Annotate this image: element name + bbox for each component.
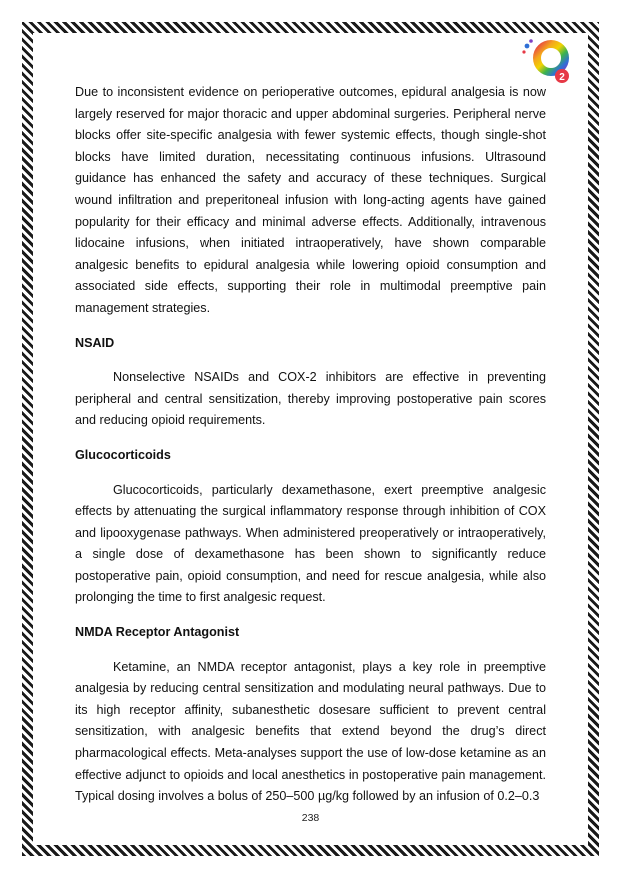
heading-nmda: NMDA Receptor Antagonist xyxy=(75,625,240,640)
paragraph-glucocorticoids: Glucocorticoids, particularly dexamethasone, exert preemptive analgesic effects by attenuating the surgical inflammatory response through inhibition of COX and lipooxygenase pathways. When administered preoperatively or intraoperatively, a single dose of dexamethasone has been shown to significantly reduce postoperative pain, opioid consumption, and need for rescue analgesia, while also prolonging the time to first analgesic request. xyxy=(75,482,546,605)
paragraph-intro: Due to inconsistent evidence on perioperative outcomes, epidural analgesia is now largely reserved for major thoracic and upper abdominal surgeries. Peripheral nerve blocks offer site-specific analgesia with fewer systemic effects, though single-shot blocks have limited duration, necessitating continuous infusions. Ultrasound guidance has enhanced the safety and accuracy of these techniques. Surgical wound infiltration and preperitoneal infusion with long-acting agents have gained popularity for their efficacy and minimal adverse effects. Additionally, intravenous lidocaine infusions, when initiated intraoperatively, have shown comparable analgesic benefits to epidural analgesia while lowering opioid consumption and associated side effects, supporting their role in multimodal preemptive pain management strategies. xyxy=(75,85,546,315)
o2-logo-icon xyxy=(520,36,580,88)
heading-nsaid: NSAID xyxy=(75,335,115,350)
paragraph-nmda: Ketamine, an NMDA receptor antagonist, plays a key role in preemptive analgesia by reducing central sensitization and modulating neural pathways. Due to its high receptor affinity, subanesthetic dosesare sufficient to prevent central sensitization, with analgesic benefits that extend beyond the drug’s direct pharmacological effects. Meta-analyses support the use of low-dose ketamine as an effective adjunct to opioids and local anesthetics in postoperative pain management. Typical dosing involves a bolus of 250–500 µg/kg followed by an infusion of 0.2–0.3 xyxy=(75,659,546,804)
document-body xyxy=(75,82,546,821)
logo-subscript: 2 xyxy=(559,72,565,83)
paragraph-nsaid: Nonselective NSAIDs and COX-2 inhibitors are effective in preventing peripheral and central sensitization, thereby improving postoperative pain scores and reducing opioid requirements. xyxy=(75,370,546,428)
heading-glucocorticoids: Glucocorticoids xyxy=(75,447,171,462)
page-number: 238 xyxy=(301,812,320,824)
